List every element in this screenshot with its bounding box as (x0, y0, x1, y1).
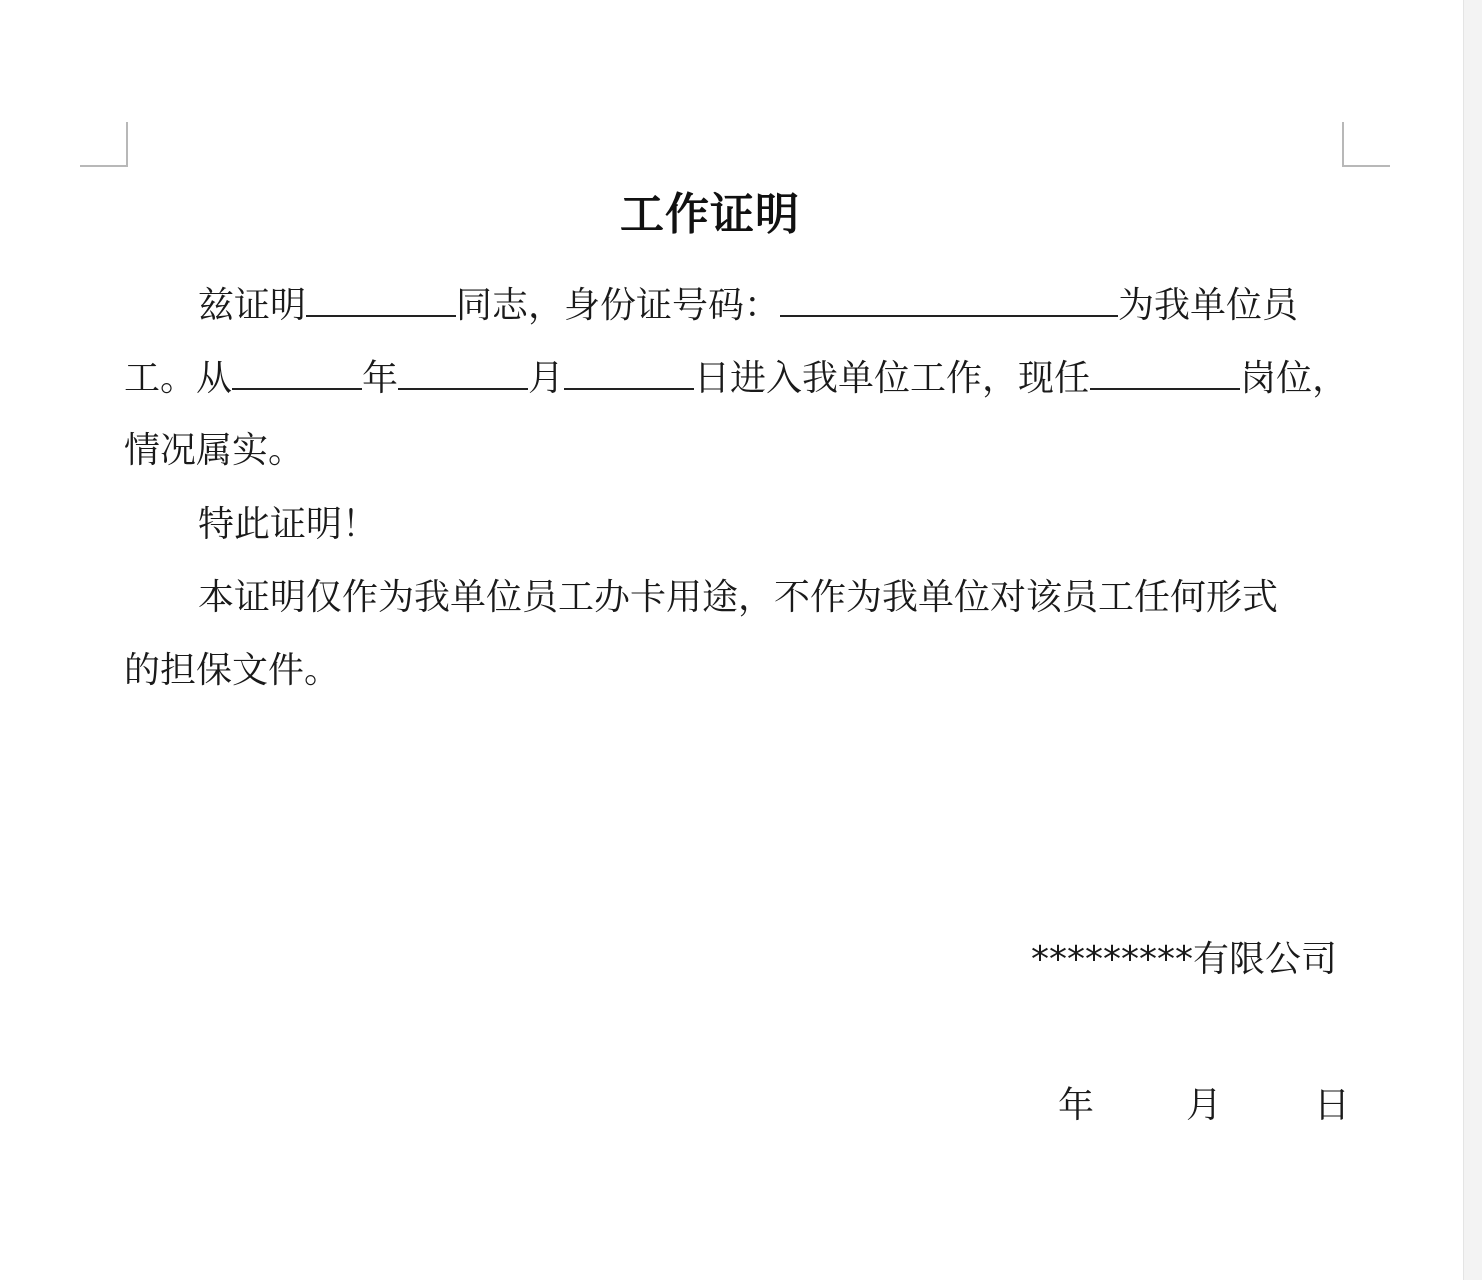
text-run: 月 (528, 358, 565, 399)
blank-name-field[interactable] (306, 281, 456, 317)
paragraph-line: 本证明仅作为我单位员工办卡用途，不作为我单位对该员工任何形式 (198, 577, 1279, 618)
text-run: 兹证明 (198, 285, 307, 326)
paragraph-line (124, 281, 1413, 329)
paragraph-line: 的担保文件。 (124, 650, 341, 691)
text-run: 工。从 (124, 358, 233, 399)
company-signature: *********有限公司 (1030, 939, 1337, 980)
date-day-label: 日 (1314, 1085, 1351, 1126)
date-line (1058, 1083, 1350, 1129)
date-year-label: 年 (1058, 1085, 1095, 1126)
margin-mark-top-left (80, 122, 128, 167)
document-title: 工作证明 (620, 189, 800, 240)
text-run: 为我单位员 (1118, 285, 1299, 326)
date-month-label: 月 (1186, 1085, 1223, 1126)
text-run: 岗位， (1240, 358, 1349, 399)
scrollbar-track[interactable] (1463, 0, 1482, 1280)
blank-month-field[interactable] (398, 354, 528, 390)
margin-mark-top-right (1342, 122, 1390, 167)
blank-position-field[interactable] (1090, 354, 1240, 390)
text-run: 日进入我单位工作，现任 (694, 358, 1091, 399)
blank-id-number-field[interactable] (780, 281, 1118, 317)
paragraph-line (124, 354, 1349, 402)
text-run: 同志，身份证号码： (456, 285, 781, 326)
paragraph-line: 情况属实。 (124, 430, 305, 471)
blank-day-field[interactable] (564, 354, 694, 390)
text-run: 年 (362, 358, 399, 399)
blank-year-field[interactable] (232, 354, 362, 390)
closing-line: 特此证明！ (198, 504, 379, 545)
